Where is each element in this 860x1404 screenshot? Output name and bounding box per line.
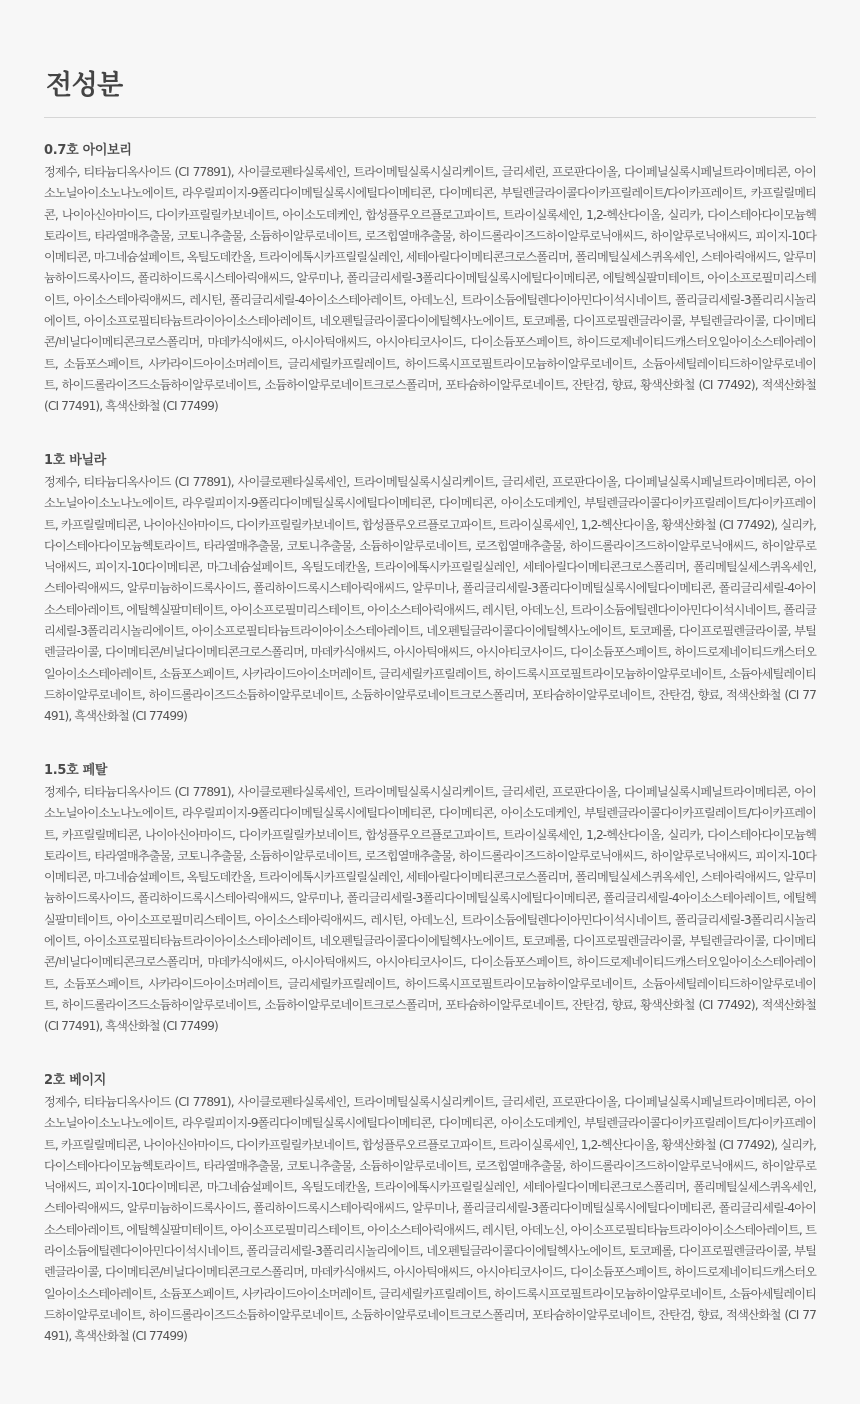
shade-section-beige — [44, 1072, 816, 1348]
shade-heading: 1호 바닐라 — [44, 453, 107, 468]
shade-heading: 0.7호 아이보리 — [44, 143, 132, 158]
page-title: 전성분 — [46, 70, 123, 101]
shade-section-ivory — [44, 142, 816, 418]
title-divider — [44, 117, 816, 118]
shade-heading: 2호 베이지 — [44, 1073, 107, 1088]
shade-section-vanilla — [44, 452, 816, 728]
ingredient-list: 정제수, 티타늄디옥사이드 (CI 77891), 사이클로펜타실록세인, 트라이메틸실록시실리케이트, 글리세린, 프로판다이올, 다이페닐실록시페닐트라이메티콘, 아이소노닐아이소노나노에이트, 라우릴피이지-9폴리다이메틸실록시에틸다이메티콘, 다이메티콘, 아이소도데케인, 부틸렌글라이콜다이카프릴레이트/다이카프레이트, 카프릴릴메티콘, 나이아신아마이드, 다이카프릴릴카보네이트, 합성플루오르플로고파이트, 트라이실록세인, 1,2-헥산다이올, 황색산화철 (CI 77492), 실리카, 다이스테아다이모늄헥토라이트, 타라열매추출물, 코토니추출물, 소듐하이알루로네이트, 로즈힙열매추출물, 하이드롤라이즈드하이알루로닉애씨드, 하이알루로닉애씨드, 피이지-10다이메티콘, 마그네슘설페이트, 옥틸도데칸올, 트라이에톡시카프릴릴실레인, 세테아릴다이메티콘크로스폴리머, 폴리메틸실세스퀴옥세인, 스테아릭애씨드, 알루미늄하이드록사이드, 폴리하이드록시스테아릭애씨드, 알루미나, 폴리글리세릴-3폴리다이메틸실록시에틸다이메티콘, 폴리글리세릴-4아이소스테아레이트, 에틸헥실팔미테이트, 아이소프로필미리스테이트, 아이소스테아릭애씨드, 레시틴, 아데노신, 아이소프로필티타늄트라이아이소스테아레이트, 트라이소듐에틸렌다이아민다이석시네이트, 폴리글리세릴-3폴리리시놀리에이트, 네오펜틸글라이콜다이에틸헥사노에이트, 토코페롤, 다이프로필렌글라이콜, 부틸렌글라이콜, 다이메티콘/비닐다이메티콘크로스폴리머, 마데카식애씨드, 아시아틱애씨드, 아시아티코사이드, 다이소듐포스페이트, 하이드로제네이티드캐스터오일아이소스테아레이트, 소듐포스페이트, 사카라이드아이소머레이트, 글리세릴카프릴레이트, 하이드록시프로필트라이모늄하이알루로네이트, 소듐아세틸레이티드하이알루로네이트, 하이드롤라이즈드소듐하이알루로네이트, 소듐하이알루로네이트크로스폴리머, 포타슘하이알루로네이트, 잔탄검, 향료, 적색산화철 (CI 77491), 흑색산화철 (CI 77499) — [44, 1095, 816, 1344]
ingredient-list: 정제수, 티타늄디옥사이드 (CI 77891), 사이클로펜타실록세인, 트라이메틸실록시실리케이트, 글리세린, 프로판다이올, 다이페닐실록시페닐트라이메티콘, 아이소노닐아이소노나노에이트, 라우릴피이지-9폴리다이메틸실록시에틸다이메티콘, 다이메티콘, 아이소도데케인, 부틸렌글라이콜다이카프릴레이트/다이카프레이트, 카프릴릴메티콘, 나이아신아마이드, 다이카프릴릴카보네이트, 합성플루오르플로고파이트, 트라이실록세인, 1,2-헥산다이올, 황색산화철 (CI 77492), 실리카, 다이스테아다이모늄헥토라이트, 타라열매추출물, 코토니추출물, 소듐하이알루로네이트, 로즈힙열매추출물, 하이드롤라이즈드하이알루로닉애씨드, 하이알루로닉애씨드, 피이지-10다이메티콘, 마그네슘설페이트, 옥틸도데칸올, 트라이에톡시카프릴릴실레인, 세테아릴다이메티콘크로스폴리머, 폴리메틸실세스퀴옥세인, 스테아릭애씨드, 알루미늄하이드록사이드, 폴리하이드록시스테아릭애씨드, 알루미나, 폴리글리세릴-3폴리다이메틸실록시에틸다이메티콘, 폴리글리세릴-4아이소스테아레이트, 에틸헥실팔미테이트, 아이소프로필미리스테이트, 아이소스테아릭애씨드, 레시틴, 아데노신, 트라이소듐에틸렌다이아민다이석시네이트, 폴리글리세릴-3폴리리시놀리에이트, 아이소프로필티타늄트라이아이소스테아레이트, 네오펜틸글라이콜다이에틸헥사노에이트, 토코페롤, 다이프로필렌글라이콜, 부틸렌글라이콜, 다이메티콘/비닐다이메티콘크로스폴리머, 마데카식애씨드, 아시아틱애씨드, 아시아티코사이드, 다이소듐포스페이트, 하이드로제네이티드캐스터오일아이소스테아레이트, 소듐포스페이트, 사카라이드아이소머레이트, 글리세릴카프릴레이트, 하이드록시프로필트라이모늄하이알루로네이트, 소듐아세틸레이티드하이알루로네이트, 하이드롤라이즈드소듐하이알루로네이트, 소듐하이알루로네이트크로스폴리머, 포타슘하이알루로네이트, 잔탄검, 향료, 적색산화철 (CI 77491), 흑색산화철 (CI 77499) — [44, 475, 816, 724]
shade-section-petal — [44, 762, 816, 1038]
ingredient-list: 정제수, 티타늄디옥사이드 (CI 77891), 사이클로펜타실록세인, 트라이메틸실록시실리케이트, 글리세린, 프로판다이올, 다이페닐실록시페닐트라이메티콘, 아이소노닐아이소노나노에이트, 라우릴피이지-9폴리다이메틸실록시에틸다이메티콘, 다이메티콘, 아이소도데케인, 부틸렌글라이콜다이카프릴레이트/다이카프레이트, 카프릴릴메티콘, 나이아신아마이드, 다이카프릴릴카보네이트, 합성플루오르플로고파이트, 트라이실록세인, 1,2-헥산다이올, 실리카, 다이스테아다이모늄헥토라이트, 타라열매추출물, 코토니추출물, 소듐하이알루로네이트, 로즈힙열매추출물, 하이드롤라이즈드하이알루로닉애씨드, 하이알루로닉애씨드, 피이지-10다이메티콘, 마그네슘설페이트, 옥틸도데칸올, 트라이에톡시카프릴릴실레인, 세테아릴다이메티콘크로스폴리머, 폴리메틸실세스퀴옥세인, 스테아릭애씨드, 알루미늄하이드록사이드, 폴리하이드록시스테아릭애씨드, 알루미나, 폴리글리세릴-3폴리다이메틸실록시에틸다이메티콘, 폴리글리세릴-4아이소스테아레이트, 에틸헥실팔미테이트, 아이소프로필미리스테이트, 아이소스테아릭애씨드, 레시틴, 아데노신, 트라이소듐에틸렌다이아민다이석시네이트, 폴리글리세릴-3폴리리시놀리에이트, 아이소프로필티타늄트라이아이소스테아레이트, 네오펜틸글라이콜다이에틸헥사노에이트, 토코페롤, 다이프로필렌글라이콜, 부틸렌글라이콜, 다이메티콘/비닐다이메티콘크로스폴리머, 마데카식애씨드, 아시아틱애씨드, 아시아티코사이드, 다이소듐포스페이트, 하이드로제네이티드캐스터오일아이소스테아레이트, 소듐포스페이트, 사카라이드아이소머레이트, 글리세릴카프릴레이트, 하이드록시프로필트라이모늄하이알루로네이트, 소듐아세틸레이티드하이알루로네이트, 하이드롤라이즈드소듐하이알루로네이트, 소듐하이알루로네이트크로스폴리머, 포타슘하이알루로네이트, 잔탄검, 향료, 황색산화철 (CI 77492), 적색산화철 (CI 77491), 흑색산화철 (CI 77499) — [44, 785, 816, 1034]
ingredient-list: 정제수, 티타늄디옥사이드 (CI 77891), 사이클로펜타실록세인, 트라이메틸실록시실리케이트, 글리세린, 프로판다이올, 다이페닐실록시페닐트라이메티콘, 아이소노닐아이소노나노에이트, 라우릴피이지-9폴리다이메틸실록시에틸다이메티콘, 다이메티콘, 부틸렌글라이콜다이카프릴레이트/다이카프레이트, 카프릴릴메티콘, 나이아신아마이드, 다이카프릴릴카보네이트, 아이소도데케인, 합성플루오르플로고파이트, 트라이실록세인, 1,2-헥산다이올, 실리카, 다이스테아다이모늄헥토라이트, 타라열매추출물, 코토니추출물, 소듐하이알루로네이트, 로즈힙열매추출물, 하이드롤라이즈드하이알루로닉애씨드, 하이알루로닉애씨드, 피이지-10다이메티콘, 마그네슘설페이트, 옥틸도데칸올, 트라이에톡시카프릴릴실레인, 세테아릴다이메티콘크로스폴리머, 폴리메틸실세스퀴옥세인, 스테아릭애씨드, 알루미늄하이드록사이드, 폴리하이드록시스테아릭애씨드, 알루미나, 폴리글리세릴-3폴리다이메틸실록시에틸다이메티콘, 에틸헥실팔미테이트, 아이소프로필미리스테이트, 아이소스테아릭애씨드, 레시틴, 폴리글리세릴-4아이소스테아레이트, 아데노신, 트라이소듐에틸렌다이아민다이석시네이트, 폴리글리세릴-3폴리리시놀리에이트, 아이소프로필티타늄트라이아이소스테아레이트, 네오펜틸글라이콜다이에틸헥사노에이트, 토코페롤, 다이프로필렌글라이콜, 부틸렌글라이콜, 다이메티콘/비닐다이메티콘크로스폴리머, 마데카식애씨드, 아시아틱애씨드, 아시아티코사이드, 다이소듐포스페이트, 하이드로제네이티드캐스터오일아이소스테아레이트, 소듐포스페이트, 사카라이드아이소머레이트, 글리세릴카프릴레이트, 하이드록시프로필트라이모늄하이알루로네이트, 소듐아세틸레이티드하이알루로네이트, 하이드롤라이즈드소듐하이알루로네이트, 소듐하이알루로네이트크로스폴리머, 포타슘하이알루로네이트, 잔탄검, 향료, 황색산화철 (CI 77492), 적색산화철 (CI 77491), 흑색산화철 (CI 77499) — [44, 165, 816, 414]
shade-heading: 1.5호 페탈 — [44, 763, 108, 778]
